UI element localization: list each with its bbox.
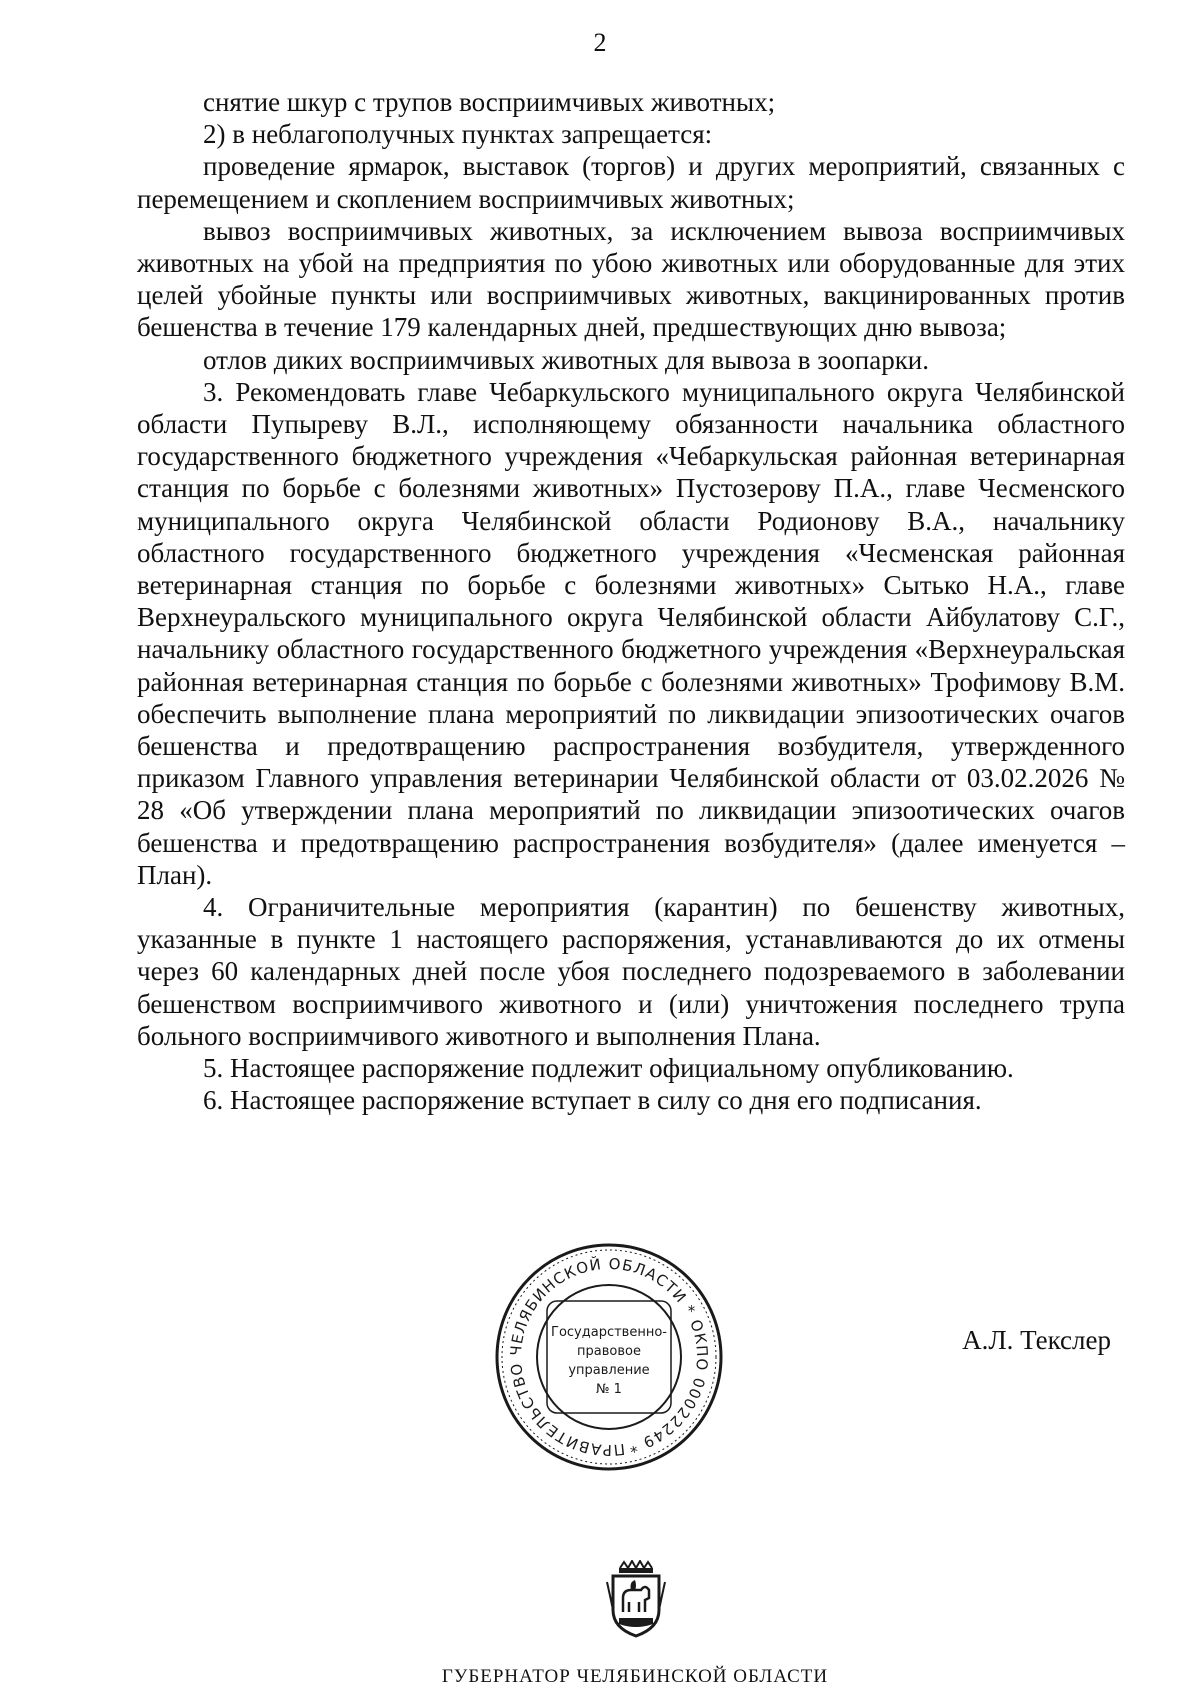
stamp-center-line-3: управление: [568, 1363, 650, 1378]
paragraph-2: 2) в неблагополучных пунктах запрещается:: [203, 119, 713, 150]
paragraph-7: 4. Ограничительные мероприятия (карантин) по бешенству животных, указанные в пункте 1 настоящего распоряжения, устанавливаются до их отмены через 60 календарных дней после убоя последнего подозреваемого в заболевании бешенством восприимчивого животного и (или) уничтожения последнего трупа больного восприимчивого животного и выполнения Плана.: [137, 892, 1125, 1051]
coat-of-arms-icon: [605, 1560, 667, 1640]
footer-title: ГУБЕРНАТОР ЧЕЛЯБИНСКОЙ ОБЛАСТИ: [441, 1666, 829, 1687]
official-seal-stamp: [493, 1241, 725, 1473]
stamp-center-line-1: Государственно-: [551, 1325, 667, 1340]
paragraph-4: вывоз восприимчивых животных, за исключением вывоза восприимчивых животных на убой на предприятия по убою животных или оборудованные для этих целей убойные пункты или восприимчивых животных, вакцинированных против бешенства в течение 179 календарных дней, предшествующих дню вывоза;: [137, 215, 1125, 343]
paragraph-9: 6. Настоящее распоряжение вступает в силу со дня его подписания.: [203, 1085, 982, 1116]
stamp-center-line-2: правовое: [577, 1344, 641, 1359]
page-number: 2: [593, 28, 607, 57]
stamp-ring-text: ПРАВИТЕЛЬСТВО ЧЕЛЯБИНСКОЙ ОБЛАСТИ * ОКПО 00022249 *: [506, 1254, 712, 1460]
paragraph-3: проведение ярмарок, выставок (торгов) и других мероприятий, связанных с перемещением и скоплением восприимчивых животных;: [137, 151, 1125, 214]
signer-name: А.Л. Текслер: [962, 1325, 1111, 1355]
paragraph-8: 5. Настоящее распоряжение подлежит официальному опубликованию.: [203, 1053, 1014, 1084]
paragraph-1: снятие шкур с трупов восприимчивых животных;: [203, 87, 776, 117]
stamp-center-line-4: № 1: [596, 1382, 622, 1397]
document-body: [137, 86, 1125, 1117]
paragraph-5: отлов диких восприимчивых животных для вывоза в зоопарки.: [203, 344, 930, 375]
paragraph-6: 3. Рекомендовать главе Чебаркульского муниципального округа Челябинской области Пупыреву В.Л., исполняющему обязанности начальника областного государственного бюджетного учреждения «Чебаркульская районная ветеринарная станция по борьбе с болезнями животных» Пустозерову П.А., главе Чесменского муниципального округа Челябинской области Родионову В.А., начальнику областного государственного бюджетного учреждения «Чесменская районная ветеринарная станция по борьбе с болезнями животных» Сытько Н.А., главе Верхнеуральского муниципального округа Челябинской области Айбулатову С.Г., начальнику областного государственного бюджетного учреждения «Верхнеуральская районная ветеринарная станция по борьбе с болезнями животных» Трофимову В.М. обеспечить выполнение плана мероприятий по ликвидации эпизоотических очагов бешенства и предотвращению распространения возбудителя, утвержденного приказом Главного управления ветеринарии Челябинской области от 03.02.2026 № 28 «Об утверждении плана мероприятий по ликвидации эпизоотических очагов бешенства и предотвращению распространения возбудителя» (далее именуется – План).: [137, 376, 1125, 890]
